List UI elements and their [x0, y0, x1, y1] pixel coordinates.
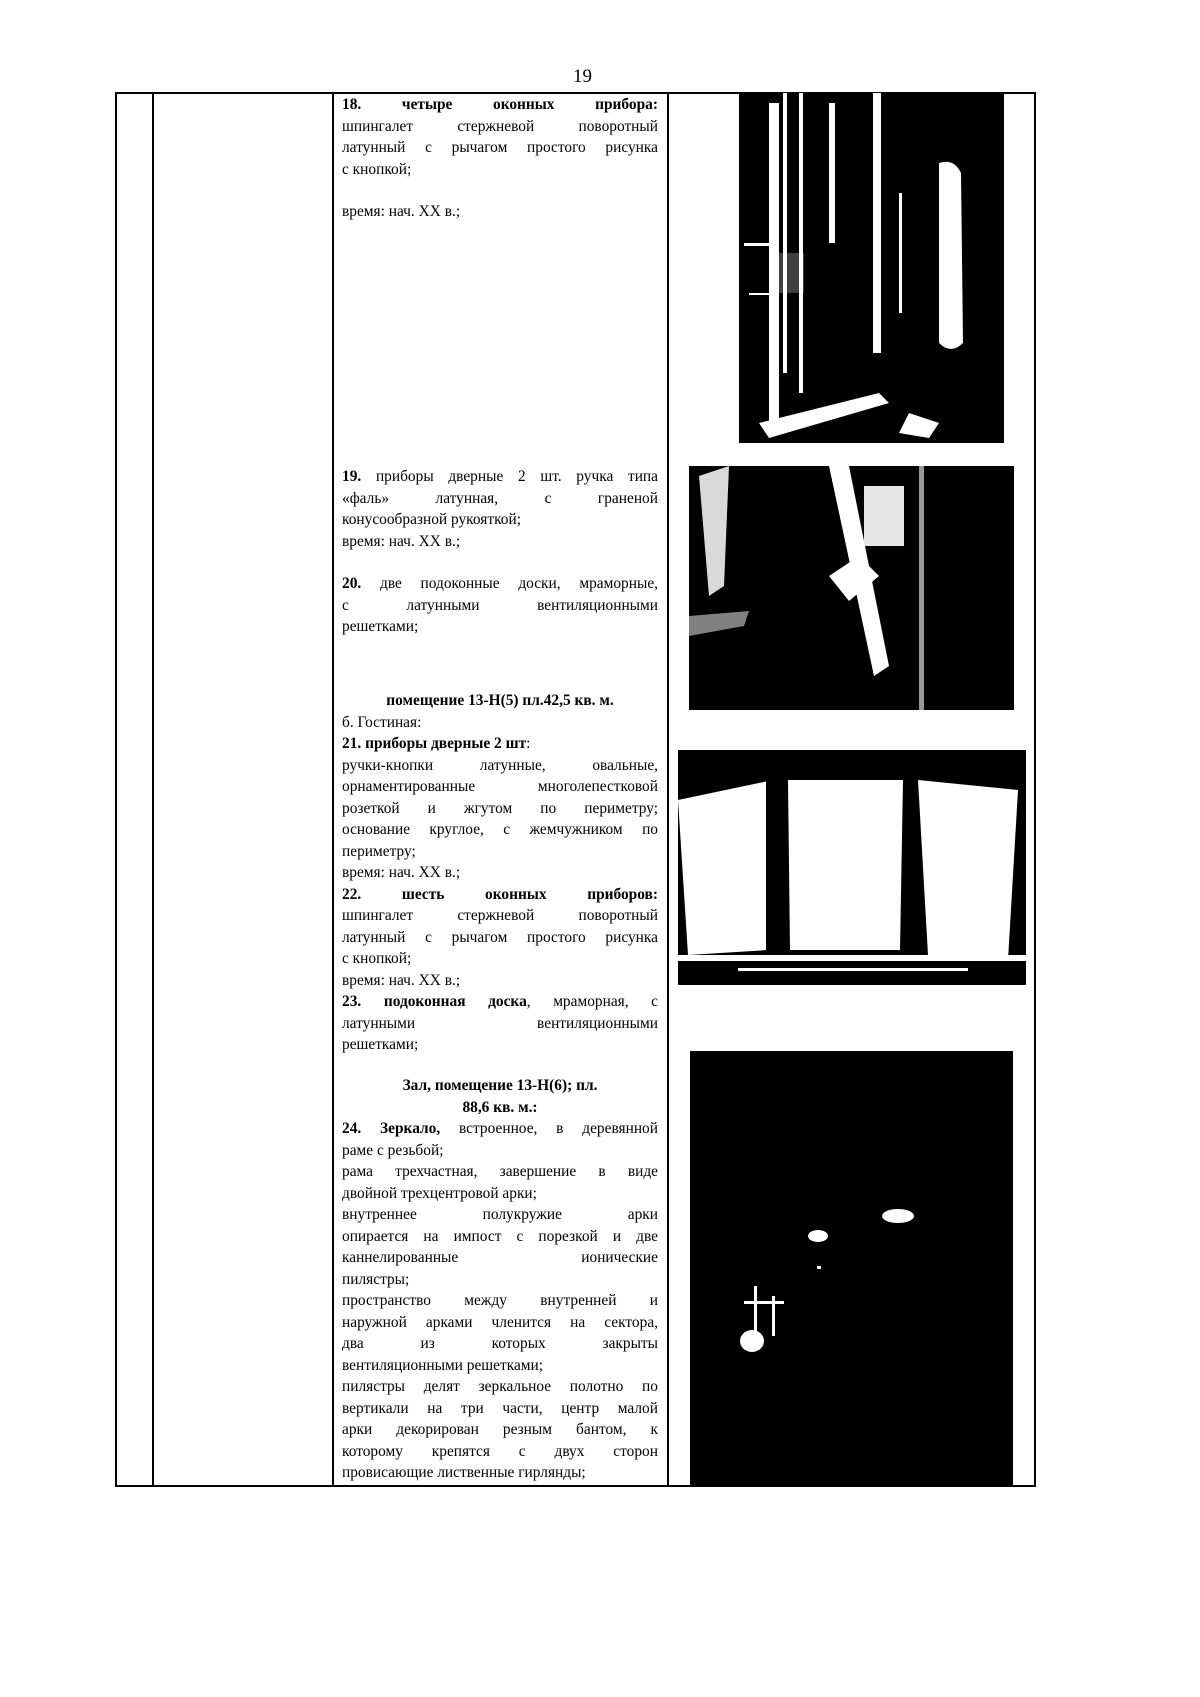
item-19-line-3: конусообразной рукояткой;	[342, 511, 521, 528]
item-24-line: провисающие лиственные гирлянды;	[342, 1464, 586, 1481]
table-divider-2	[332, 92, 334, 1487]
item-19-time: время: нач. XX в.;	[342, 532, 461, 550]
page-number: 19	[573, 66, 592, 87]
photo-window-curtains	[678, 750, 1026, 985]
item-19-line-2: «фаль» латунная, с граненой	[342, 489, 658, 507]
item-22-head: 22. шесть оконных приборов:	[342, 885, 658, 903]
item-22-line-3: с кнопкой;	[342, 950, 412, 967]
item-23-line-3: решетками;	[342, 1036, 419, 1053]
item-18-line-1: 18. четыре оконных прибора:	[342, 96, 658, 113]
item-24-line: наружной арками членится на сектора,	[342, 1313, 658, 1331]
item-21-line-1: ручки-кнопки латунные, овальные,	[342, 756, 658, 774]
item-20-line-1: 20. две подоконные доски, мраморные,	[342, 575, 658, 592]
item-21-head: 21. приборы дверные 2 шт:	[342, 735, 531, 752]
room-5-heading: помещение 13-Н(5) пл.42,5 кв. м.	[386, 692, 614, 709]
photo-door-handle	[689, 466, 1014, 710]
photo-window-frame	[739, 93, 1004, 443]
item-24-line: раме с резьбой;	[342, 1141, 444, 1159]
table-divider-1	[152, 92, 154, 1487]
photo-mirror	[690, 1051, 1013, 1487]
hall-block	[342, 1075, 658, 1484]
item-21-line-4: основание круглое, с жемчужником по	[342, 821, 658, 838]
item-24-line: которому крепятся с двух сторон	[342, 1442, 658, 1460]
table-border-left	[115, 92, 117, 1487]
item-19-20-block	[342, 466, 658, 638]
room-5-block	[342, 690, 658, 1056]
item-22-line-2: латунный с рычагом простого рисунка	[342, 928, 658, 946]
room-5-name: б. Гостиная:	[342, 713, 422, 731]
item-24-line: вентиляционными решетками;	[342, 1356, 544, 1374]
item-23-line-1: 23. подоконная доска, мраморная, с	[342, 993, 658, 1010]
item-18-block	[342, 94, 658, 223]
item-21-line-3: розеткой и жгутом по периметру;	[342, 799, 658, 817]
hall-heading-line-2: 88,6 кв. м.:	[462, 1098, 538, 1116]
item-24-line: арки декорирован резным бантом, к	[342, 1421, 658, 1438]
item-21-time: время: нач. XX в.;	[342, 864, 461, 881]
item-22-time: время: нач. XX в.;	[342, 971, 461, 989]
item-24-line: пилястры делят зеркальное полотно по	[342, 1378, 658, 1395]
table-divider-3	[667, 92, 669, 1487]
item-18-line-2: шпингалет стержневой поворотный	[342, 117, 658, 135]
item-20-line-2: с латунными вентиляционными	[342, 596, 658, 614]
item-24-line: двойной трехцентровой арки;	[342, 1184, 537, 1202]
item-18-line-4: с кнопкой;	[342, 160, 412, 178]
item-19-line-1: 19. приборы дверные 2 шт. ручка типа	[342, 468, 658, 485]
item-24-line: вертикали на три части, центр малой	[342, 1399, 658, 1417]
item-18-time: время: нач. XX в.;	[342, 203, 461, 220]
item-18-line-3: латунный с рычагом простого рисунка	[342, 139, 658, 156]
item-24-line: внутреннее полукружие арки	[342, 1206, 658, 1223]
item-24-line: пространство между внутренней и	[342, 1292, 658, 1309]
item-24-line: опирается на импост с порезкой и две	[342, 1227, 658, 1245]
item-23-line-2: латунными вентиляционными	[342, 1014, 658, 1032]
item-21-line-2: орнаментированные многолепестковой	[342, 778, 658, 795]
item-22-line-1: шпингалет стержневой поворотный	[342, 907, 658, 924]
table-border-right	[1034, 92, 1036, 1487]
item-24-line: рама трехчастная, завершение в виде	[342, 1163, 658, 1180]
hall-heading-line-1: Зал, помещение 13-Н(6); пл.	[402, 1077, 598, 1094]
item-24-line-1: 24. Зеркало, встроенное, в деревянной	[342, 1120, 658, 1137]
item-24-line: пилястры;	[342, 1270, 410, 1288]
item-21-line-5: периметру;	[342, 842, 416, 860]
item-20-line-3: решетками;	[342, 618, 419, 635]
item-24-line: два из которых закрыты	[342, 1335, 658, 1352]
item-24-line: каннелированные ионические	[342, 1249, 658, 1266]
